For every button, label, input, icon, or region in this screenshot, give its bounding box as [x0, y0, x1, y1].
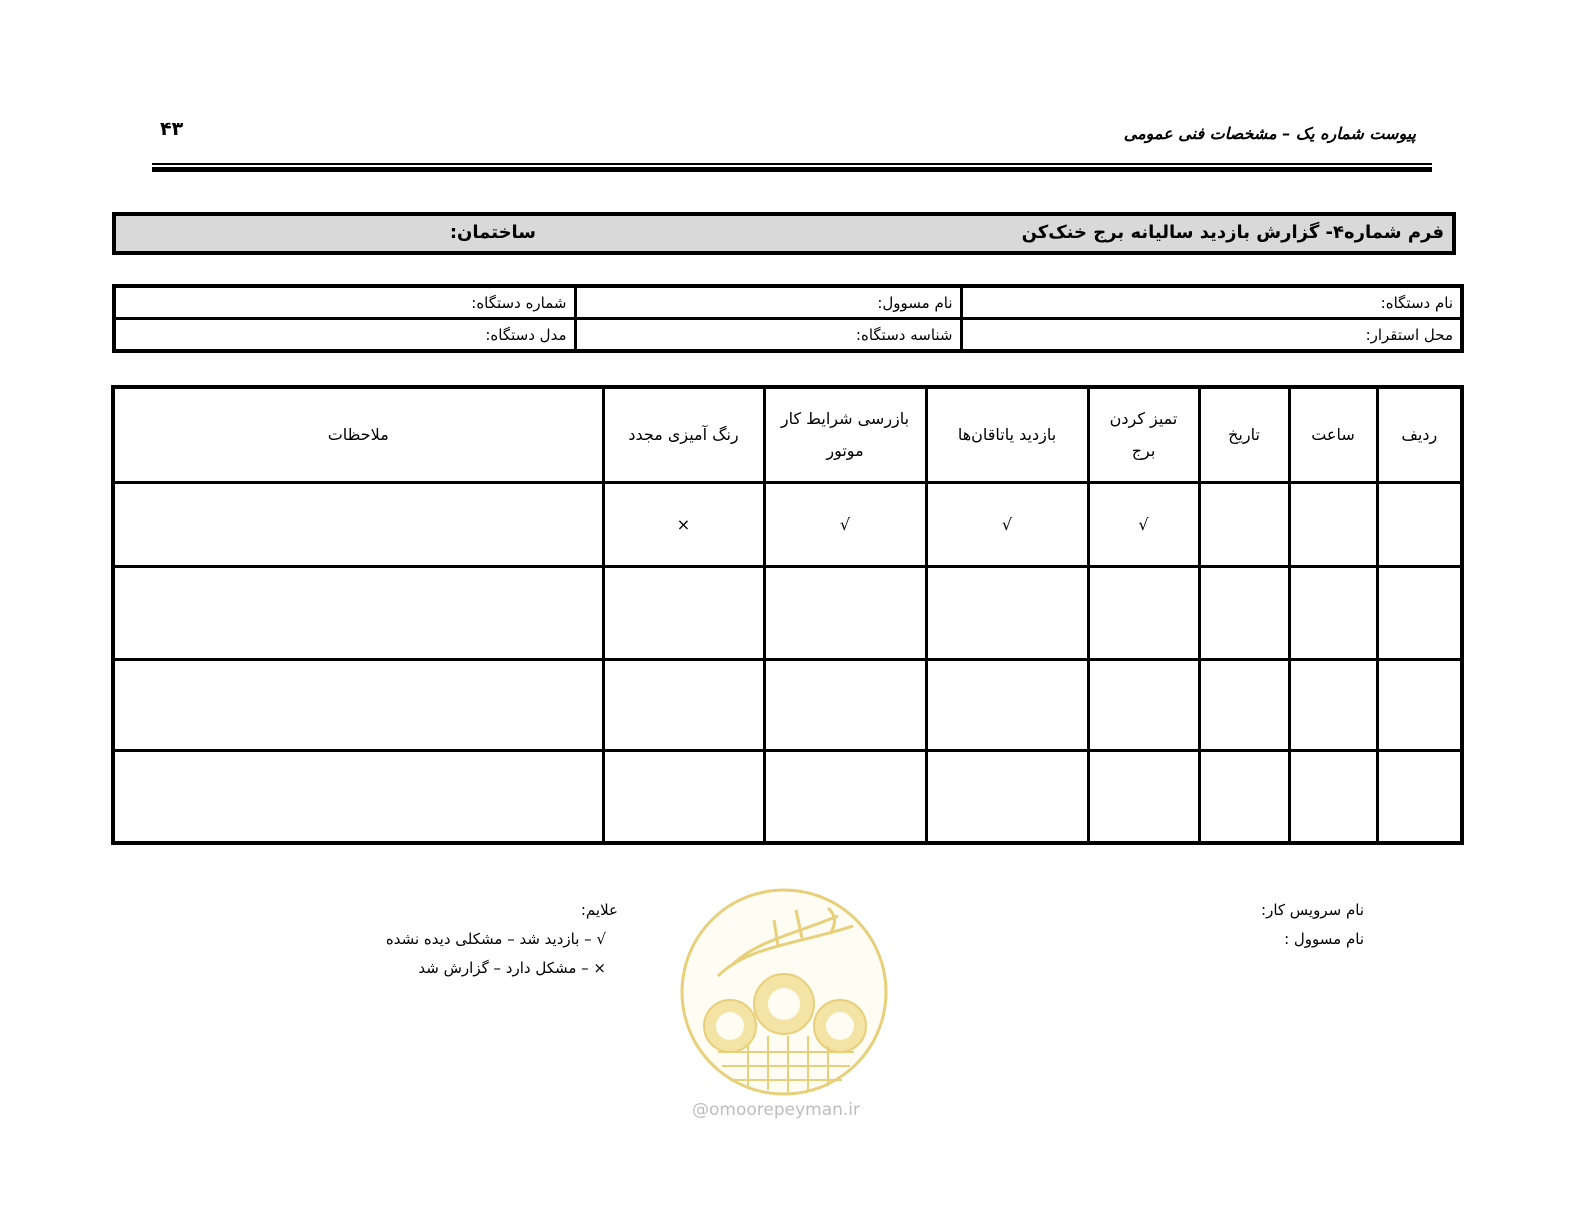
legend-title: علایم:: [580, 901, 618, 919]
device-model-field: مدل دستگاه:: [114, 319, 575, 352]
table-cell: [603, 751, 764, 843]
info-row: [114, 286, 1462, 319]
table-cell: [1088, 751, 1199, 843]
device-name-field: نام دستگاه:: [961, 286, 1462, 319]
notes-cell: [113, 483, 603, 567]
service-info: [1261, 896, 1364, 954]
service-company-label: نام سرویس کار:: [1261, 901, 1364, 919]
table-row: [113, 660, 1462, 751]
location-field: محل استقرار:: [961, 319, 1462, 352]
header-tower-cleaning: [1088, 387, 1199, 483]
device-id-field: شناسه دستگاه:: [575, 319, 961, 352]
building-label: ساختمان:: [449, 222, 536, 243]
device-info-table: [112, 284, 1464, 353]
header-motor-inspection: [764, 387, 926, 483]
table-cell: [603, 660, 764, 751]
header-date: تاریخ: [1199, 387, 1289, 483]
table-cell: [926, 567, 1088, 660]
table-cell: [1289, 567, 1377, 660]
motor-inspection-mark: √: [764, 483, 926, 567]
table-cell: [764, 567, 926, 660]
table-cell: [1377, 483, 1462, 567]
table-cell: [1199, 751, 1289, 843]
info-row: [114, 319, 1462, 352]
table-row: [113, 483, 1462, 567]
repaint-mark: ×: [603, 483, 764, 567]
form-title: فرم شماره۴- گزارش بازدید سالیانه برج خنک‌کن: [1021, 222, 1444, 243]
page-number: ۴۳: [160, 118, 184, 140]
inspection-table: [111, 385, 1464, 845]
table-header-row: [113, 387, 1462, 483]
header-repaint: رنگ آمیزی مجدد: [603, 387, 764, 483]
responsible-name-field: نام مسوول:: [575, 286, 961, 319]
table-cell: [1289, 483, 1377, 567]
legend-check: √ – بازدید شد – مشکلی دیده نشده: [385, 930, 606, 948]
table-cell: [1088, 660, 1199, 751]
legend: [386, 896, 618, 983]
watermark-url: @omoorepeyman.ir: [692, 1100, 861, 1120]
document-header-title: پیوست شماره یک – مشخصات فنی عمومی: [1123, 124, 1416, 143]
legend-cross: × – مشکل دارد – گزارش شد: [418, 959, 606, 977]
form-title-bar: [112, 212, 1456, 255]
header-tower-cleaning-line2: برج: [1131, 441, 1156, 460]
device-number-field: شماره دستگاه:: [114, 286, 575, 319]
table-cell: [1377, 567, 1462, 660]
notes-cell: [113, 567, 603, 660]
header-tower-cleaning-line1: تمیز کردن: [1109, 409, 1178, 428]
table-cell: [1377, 751, 1462, 843]
header-notes: ملاحظات: [113, 387, 603, 483]
header-rule-thin: [152, 163, 1432, 165]
table-cell: [926, 751, 1088, 843]
header-motor-inspection-line2: موتور: [826, 441, 864, 460]
service-responsible-label: نام مسوول :: [1284, 930, 1364, 948]
header-time: ساعت: [1289, 387, 1377, 483]
notes-cell: [113, 660, 603, 751]
notes-cell: [113, 751, 603, 843]
table-cell: [1088, 567, 1199, 660]
table-cell: [1377, 660, 1462, 751]
table-cell: [1289, 751, 1377, 843]
table-cell: [1199, 483, 1289, 567]
table-cell: [1199, 660, 1289, 751]
bearing-inspection-mark: √: [926, 483, 1088, 567]
table-cell: [603, 567, 764, 660]
table-cell: [764, 660, 926, 751]
table-row: [113, 567, 1462, 660]
header-motor-inspection-line1: بازرسی شرایط کار: [780, 409, 910, 428]
header-row-number: ردیف: [1377, 387, 1462, 483]
tower-cleaning-mark: √: [1088, 483, 1199, 567]
table-row: [113, 751, 1462, 843]
table-cell: [1289, 660, 1377, 751]
table-cell: [926, 660, 1088, 751]
watermark-logo: [678, 886, 890, 1098]
header-bearing-inspection: بازدید یاتاقان‌ها: [926, 387, 1088, 483]
table-cell: [764, 751, 926, 843]
header-rule-thick: [152, 167, 1432, 172]
table-cell: [1199, 567, 1289, 660]
